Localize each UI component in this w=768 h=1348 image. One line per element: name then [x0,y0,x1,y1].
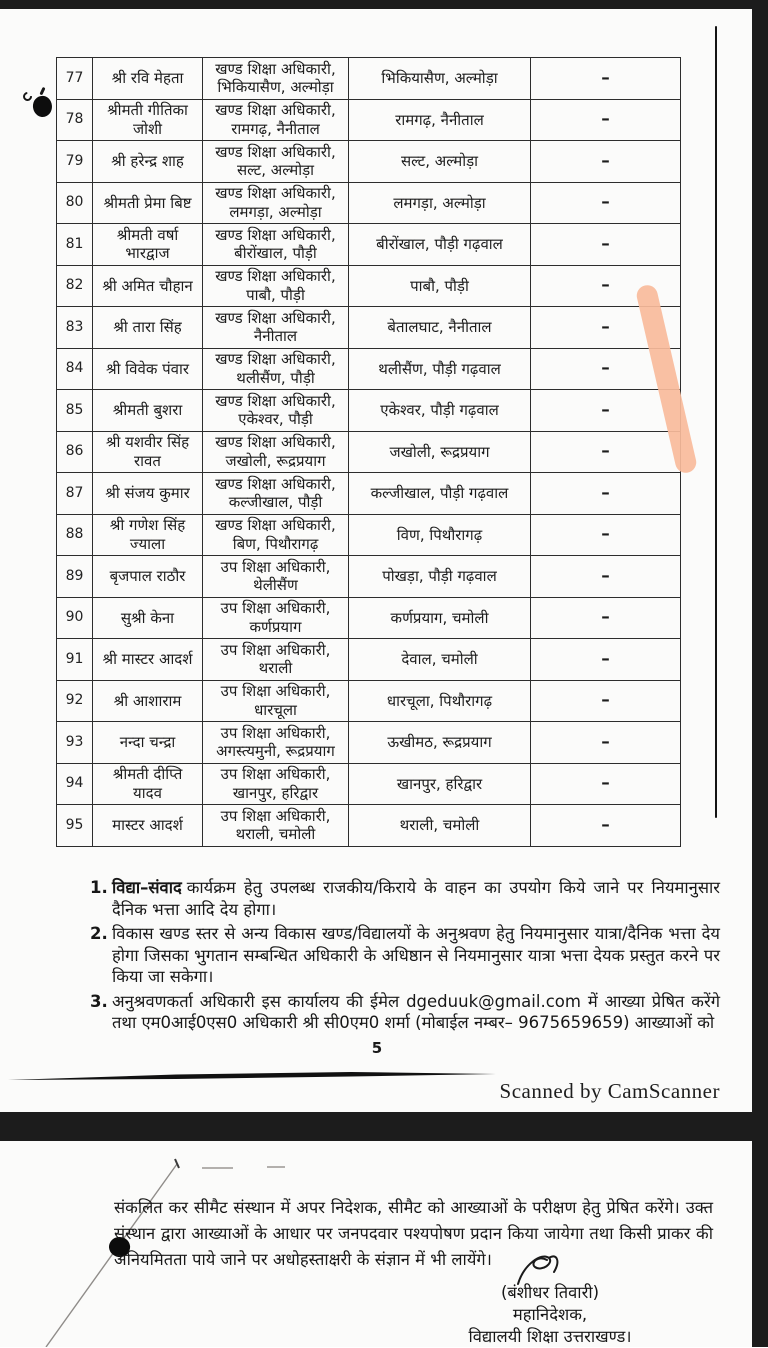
posting-cell: कल्जीखाल, पौड़ी गढ़वाल [349,473,531,515]
status-cell: – [531,265,681,307]
designation-cell: उप शिक्षा अधिकारी, थेलीसैंण [203,556,349,598]
status-cell: – [531,431,681,473]
status-cell: – [531,805,681,847]
ink-blob-artifact [31,94,55,119]
posting-cell: एकेश्वर, पौड़ी गढ़वाल [349,390,531,432]
status-cell: – [531,99,681,141]
status-cell: – [531,307,681,349]
designation-cell: खण्ड शिक्षा अधिकारी, पाबौ, पौड़ी [203,265,349,307]
table-row [57,680,681,722]
table-row [57,473,681,515]
table-row [57,639,681,681]
table-row [57,224,681,266]
name-cell: मास्टर आदर्श [93,805,203,847]
serial-cell: 93 [57,722,93,764]
serial-cell: 95 [57,805,93,847]
scan-top-edge [0,0,768,9]
name-cell: नन्दा चन्द्रा [93,722,203,764]
status-cell: – [531,514,681,556]
page-number: 5 [371,1039,383,1057]
table-row [57,141,681,183]
name-cell: श्री गणेश सिंह ज्याला [93,514,203,556]
serial-cell: 84 [57,348,93,390]
serial-cell: 87 [57,473,93,515]
table-row [57,556,681,598]
signatory-title: महानिदेशक, [512,1305,588,1324]
designation-cell: उप शिक्षा अधिकारी, धारचूला [203,680,349,722]
list-item-note [90,923,720,988]
posting-cell: पाबौ, पौड़ी [349,265,531,307]
posting-cell: ऊखीमठ, रूद्रप्रयाग [349,722,531,764]
table-row [57,265,681,307]
status-cell: – [531,639,681,681]
table-row [57,99,681,141]
note-text: विकास खण्ड स्तर से अन्य विकास खण्ड/विद्यालयों के अनुश्रवण हेतु नियमानुसार यात्रा/दैनिक भत्ता देय होगा जिसका भुगतान सम्बन्धित अधिकारी के अधिष्ठान से नियमानुसार यात्रा भत्ता देयक प्रस्तुत करने पर किया जा सकेगा। [112,924,720,986]
note-text: विद्या–संवाद कार्यक्रम हेतु उपलब्ध राजकीय/किराये के वाहन का उपयोग किये जाने पर नियमानुसार दैनिक भत्ता आदि देय होगा। [112,878,720,919]
name-cell: श्री संजय कुमार [93,473,203,515]
posting-cell: कर्णप्रयाग, चमोली [349,597,531,639]
name-cell: श्रीमती बुशरा [93,390,203,432]
list-item-note [90,877,720,920]
serial-cell: 83 [57,307,93,349]
table-row [57,182,681,224]
designation-cell: उप शिक्षा अधिकारी, अगस्त्यमुनी, रूद्रप्रयाग [203,722,349,764]
scan-fold-line-artifact [715,26,717,818]
status-cell: – [531,597,681,639]
scan-right-edge [752,0,768,1347]
status-cell: – [531,390,681,432]
posting-cell: देवाल, चमोली [349,639,531,681]
status-cell: – [531,141,681,183]
posting-cell: थराली, चमोली [349,805,531,847]
name-cell: श्री हरेन्द्र शाह [93,141,203,183]
posting-cell: विण, पिथौरागढ़ [349,514,531,556]
serial-cell: 85 [57,390,93,432]
name-cell: श्री आशाराम [93,680,203,722]
posting-cell: धारचूला, पिथौरागढ़ [349,680,531,722]
status-cell: – [531,763,681,805]
posting-cell: खानपुर, हरिद्वार [349,763,531,805]
table-row [57,307,681,349]
name-cell: श्रीमती गीतिका जोशी [93,99,203,141]
status-cell: – [531,556,681,598]
faint-dash-artifact [267,1166,285,1168]
name-cell: श्री रवि मेहता [93,58,203,100]
serial-cell: 94 [57,763,93,805]
status-cell: – [531,182,681,224]
posting-cell: जखोली, रूद्रप्रयाग [349,431,531,473]
serial-cell: 88 [57,514,93,556]
note-number: 1. [90,878,108,897]
name-cell: श्री मास्टर आदर्श [93,639,203,681]
signatory-name: (बंशीधर तिवारी) [500,1283,600,1302]
status-cell: – [531,722,681,764]
name-cell: श्री अमित चौहान [93,265,203,307]
serial-cell: 89 [57,556,93,598]
designation-cell: खण्ड शिक्षा अधिकारी, रामगढ़, नैनीताल [203,99,349,141]
posting-cell: बीरोंखाल, पौड़ी गढ़वाल [349,224,531,266]
ink-tick-artifact [39,87,45,95]
designation-cell: खण्ड शिक्षा अधिकारी, नैनीताल [203,307,349,349]
posting-cell: रामगढ़, नैनीताल [349,99,531,141]
table-row [57,390,681,432]
status-cell: – [531,473,681,515]
name-cell: श्री यशवीर सिंह रावत [93,431,203,473]
serial-cell: 80 [57,182,93,224]
designation-cell: खण्ड शिक्षा अधिकारी, कल्जीखाल, पौड़ी [203,473,349,515]
designation-cell: खण्ड शिक्षा अधिकारी, बीरोंखाल, पौड़ी [203,224,349,266]
status-cell: – [531,348,681,390]
designation-cell: खण्ड शिक्षा अधिकारी, जखोली, रूद्रप्रयाग [203,431,349,473]
designation-cell: उप शिक्षा अधिकारी, थराली, चमोली [203,805,349,847]
serial-cell: 81 [57,224,93,266]
serial-cell: 78 [57,99,93,141]
faint-dash-artifact [202,1167,233,1169]
page2-paragraph: संकलित कर सीमैट संस्थान में अपर निदेशक, सीमैट को आख्याओं के परीक्षण हेतु प्रेषित करेंगे। उक्त संस्थान द्वारा आख्याओं के आधार पर जनपदवार पश्यपोषण प्रदान किया जायेगा तथा किसी प्राकर की अनियमितता पाये जाने पर अधोहस्ताक्षरी के संज्ञान में भी लायेंगे। [114,1198,713,1269]
camscanner-watermark: Scanned by CamScanner [499,1079,720,1103]
name-cell: श्रीमती प्रेमा बिष्ट [93,182,203,224]
serial-cell: 77 [57,58,93,100]
designation-cell: खण्ड शिक्षा अधिकारी, बिण, पिथौरागढ़ [203,514,349,556]
designation-cell: खण्ड शिक्षा अधिकारी, सल्ट, अल्मोड़ा [203,141,349,183]
ink-ring-artifact [21,90,34,103]
notes-list [90,877,720,1037]
scan-crease-line-artifact [6,1068,498,1084]
status-cell: – [531,680,681,722]
designation-cell: उप शिक्षा अधिकारी, थराली [203,639,349,681]
serial-cell: 91 [57,639,93,681]
note-number: 2. [90,924,108,943]
posting-cell: पोखड़ा, पौड़ी गढ़वाल [349,556,531,598]
serial-cell: 82 [57,265,93,307]
designation-cell: खण्ड शिक्षा अधिकारी, लमगड़ा, अल्मोड़ा [203,182,349,224]
name-cell: सुश्री केना [93,597,203,639]
designation-cell: खण्ड शिक्षा अधिकारी, एकेश्वर, पौड़ी [203,390,349,432]
table-row [57,805,681,847]
posting-cell: भिकियासैण, अल्मोड़ा [349,58,531,100]
serial-cell: 92 [57,680,93,722]
table-row [57,597,681,639]
posting-cell: सल्ट, अल्मोड़ा [349,141,531,183]
posting-cell: लमगड़ा, अल्मोड़ा [349,182,531,224]
posting-cell: थलीसैंण, पौड़ी गढ़वाल [349,348,531,390]
designation-cell: उप शिक्षा अधिकारी, कर्णप्रयाग [203,597,349,639]
name-cell: श्रीमती दीप्ति यादव [93,763,203,805]
table-row [57,722,681,764]
signature-block [425,1282,675,1348]
designation-cell: खण्ड शिक्षा अधिकारी, भिकियासैण, अल्मोड़ा [203,58,349,100]
designation-cell: उप शिक्षा अधिकारी, खानपुर, हरिद्वार [203,763,349,805]
table-row [57,514,681,556]
serial-cell: 90 [57,597,93,639]
note-text: अनुश्रवणकर्ता अधिकारी इस कार्यालय की ईमेल dgeduuk@gmail.com में आख्या प्रेषित करेंगे तथा एम0आई0एस0 अधिकारी श्री सी0एम0 शर्मा (मोबाईल नम्बर– 9675659659) आख्याओं को [112,991,720,1032]
list-item-note [90,991,720,1034]
status-cell: – [531,58,681,100]
page-separator-bar [0,1112,768,1141]
signatory-org: विद्यालयी शिक्षा उत्तराखण्ड। [468,1327,632,1346]
serial-cell: 86 [57,431,93,473]
table-row [57,431,681,473]
table-row [57,348,681,390]
name-cell: श्रीमती वर्षा भारद्वाज [93,224,203,266]
designation-cell: खण्ड शिक्षा अधिकारी, थलीसैंण, पौड़ी [203,348,349,390]
name-cell: श्री तारा सिंह [93,307,203,349]
officer-roster-table [56,57,681,847]
posting-cell: बेतालघाट, नैनीताल [349,307,531,349]
table-row [57,763,681,805]
note-number: 3. [90,991,108,1011]
serial-cell: 79 [57,141,93,183]
name-cell: श्री विवेक पंवार [93,348,203,390]
status-cell: – [531,224,681,266]
name-cell: बृजपाल राठौर [93,556,203,598]
table-row [57,58,681,100]
